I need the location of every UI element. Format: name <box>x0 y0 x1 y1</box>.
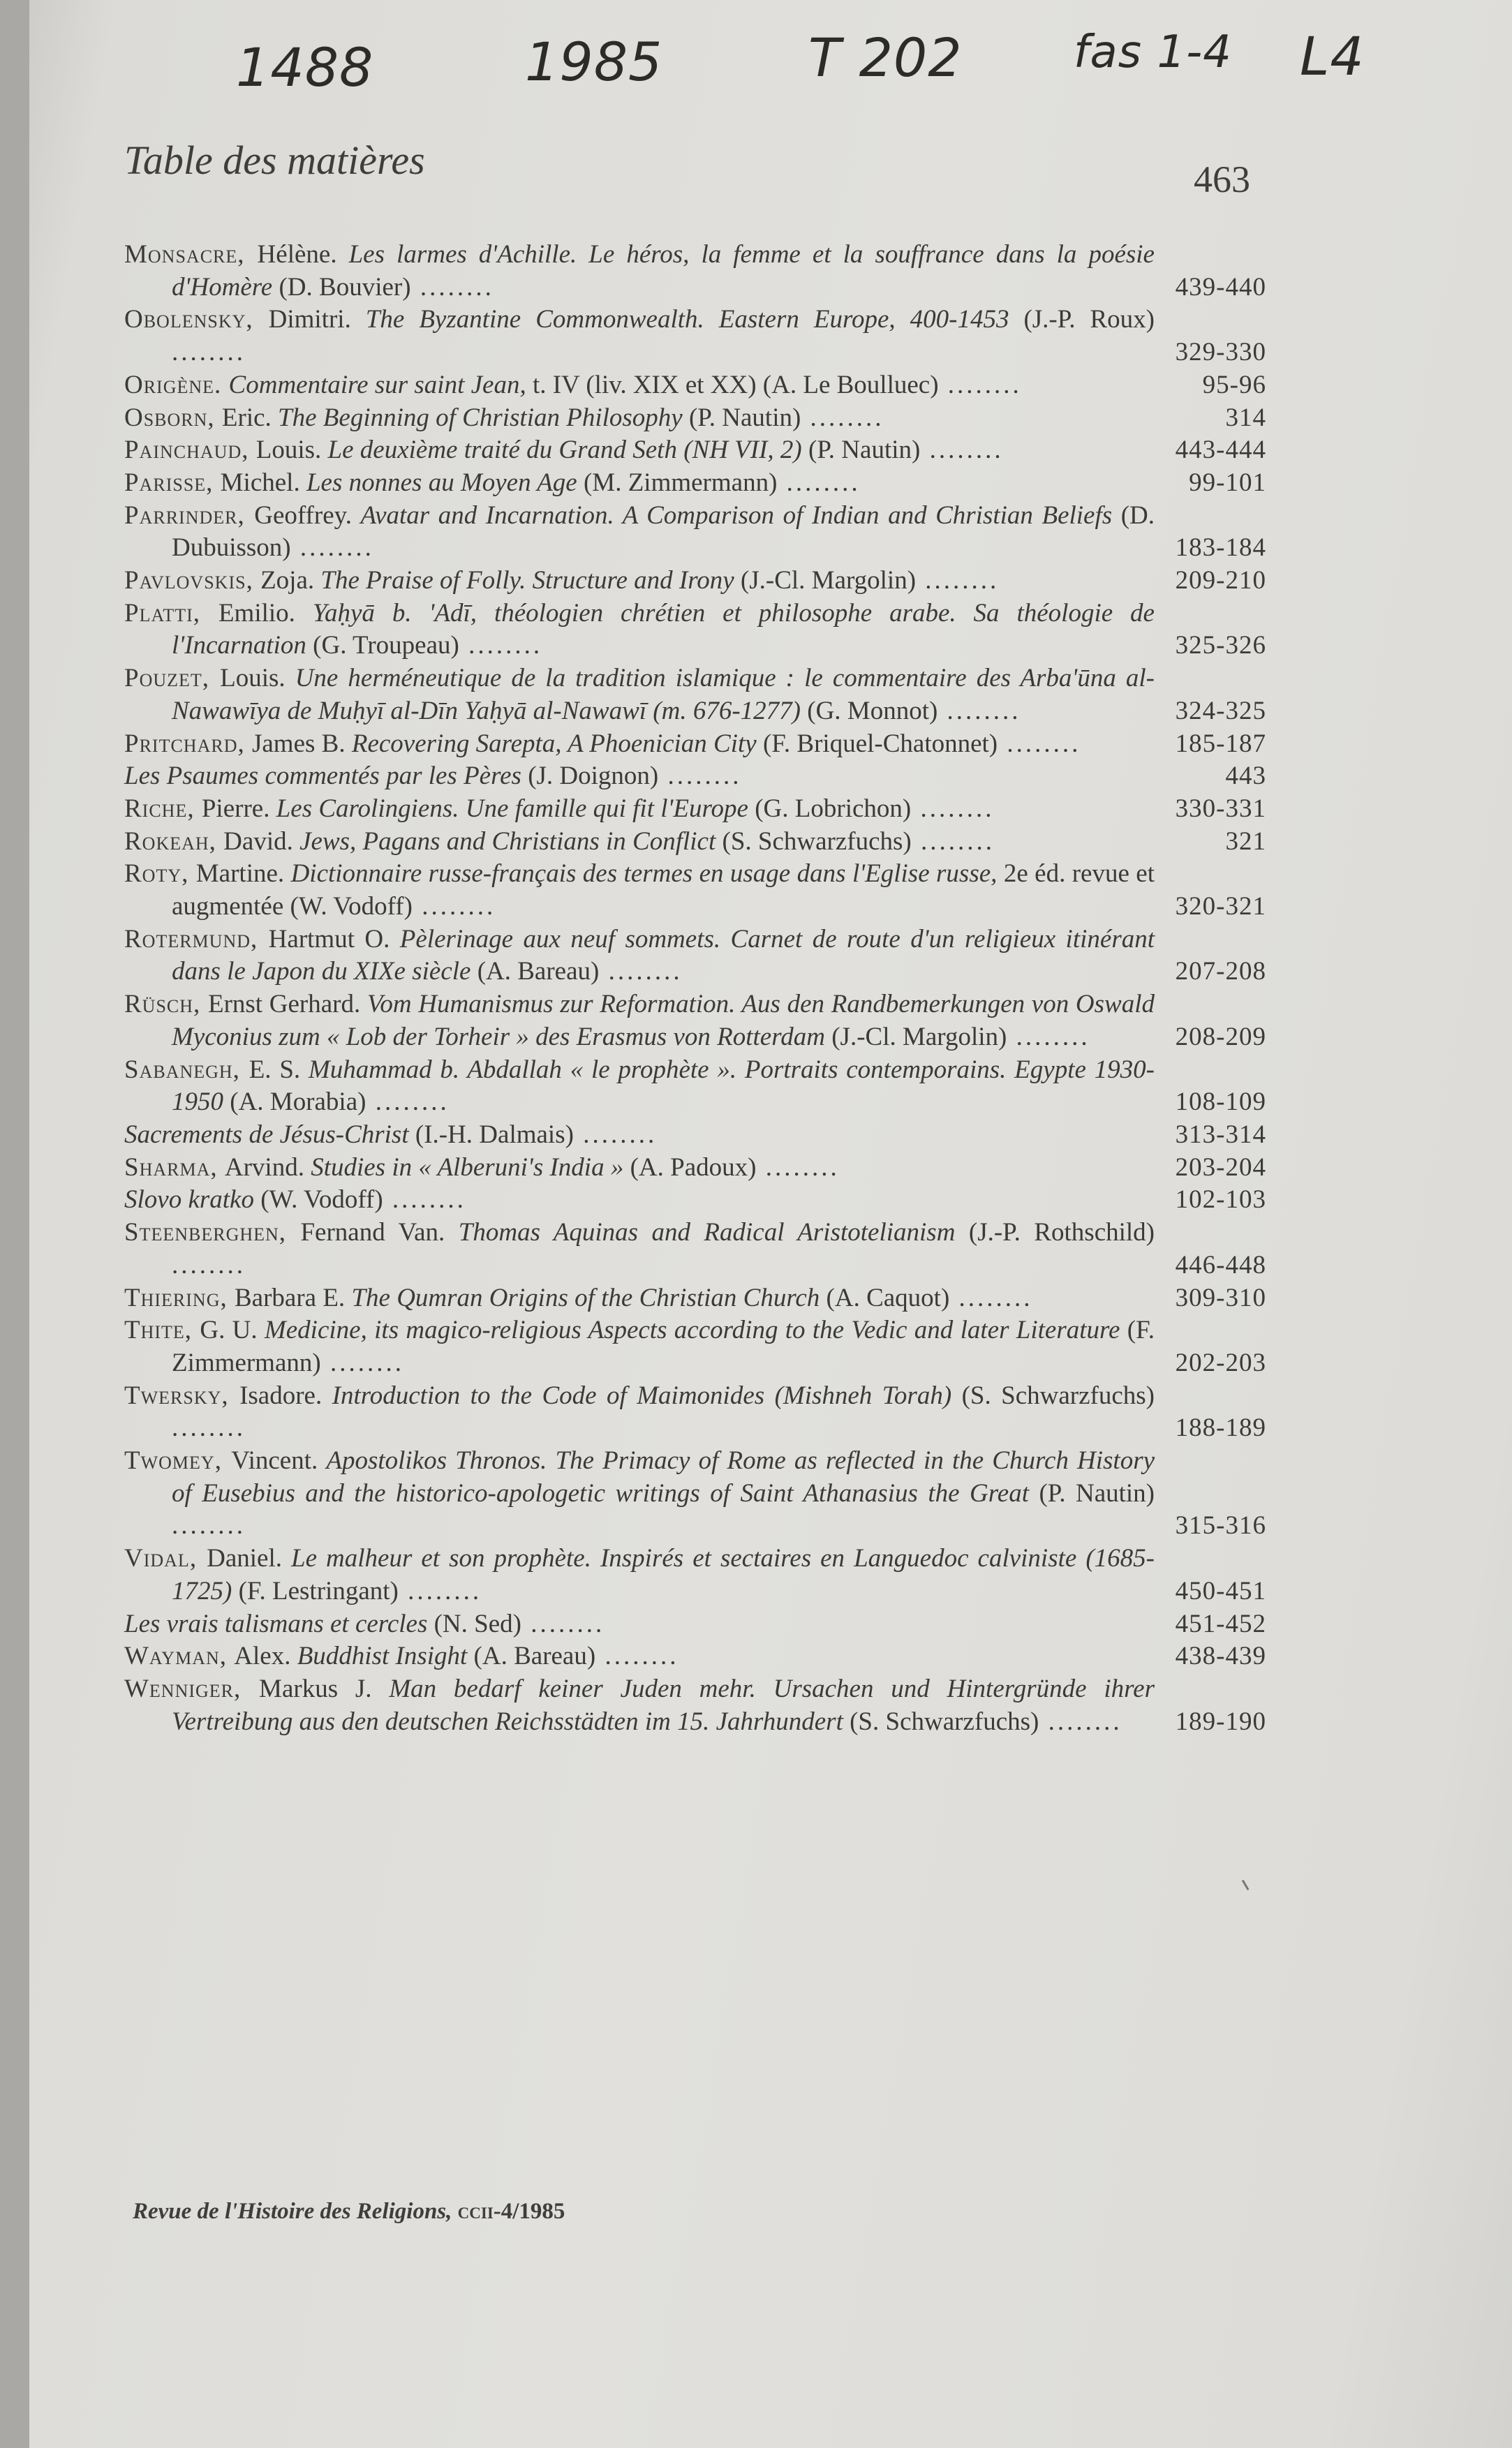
index-entry <box>124 1608 1266 1641</box>
entry-author-forename: Geoffrey. <box>254 500 361 530</box>
entry-author-forename: G. U. <box>200 1316 265 1345</box>
index-entry <box>124 1380 1266 1445</box>
index-entry <box>124 500 1266 565</box>
entry-pages: 314 <box>1225 403 1266 432</box>
entry-title: Les Psaumes commentés par les Pères <box>124 762 521 791</box>
entry-pages: 203-204 <box>1175 1152 1266 1182</box>
leader-dots: ........ <box>920 436 1004 465</box>
leader-dots: ........ <box>1039 1707 1122 1736</box>
entry-author: Osborn, <box>124 403 222 432</box>
index-entry <box>124 858 1266 923</box>
entry-reviewer: (D. Bouvier) <box>272 272 411 302</box>
entry-title: Les nonnes au Moyen Age <box>306 468 577 497</box>
entry-author: Platti, <box>124 598 218 628</box>
handwritten-note: 1488 <box>236 36 374 98</box>
journal-volume: ccii-4/1985 <box>457 2199 565 2224</box>
entry-reviewer: (J.-Cl. Margolin) <box>734 566 917 595</box>
entry-text <box>124 760 1155 793</box>
entry-text <box>124 1054 1155 1119</box>
leader-dots: ........ <box>410 272 494 302</box>
entry-author-forename: Michel. <box>220 468 306 497</box>
entry-title: Slovo kratko <box>124 1185 254 1215</box>
entry-pages: 102-103 <box>1175 1185 1266 1215</box>
entry-author-forename: Ernst Gerhard. <box>207 990 367 1019</box>
entry-reviewer: (G. Troupeau) <box>306 631 459 660</box>
leader-dots: ........ <box>521 1609 605 1638</box>
leader-dots: ........ <box>756 1152 840 1182</box>
index-entry <box>124 662 1266 727</box>
leader-dots: ........ <box>172 1511 246 1541</box>
entry-text <box>124 826 1155 859</box>
handwritten-note: L4 <box>1300 25 1365 87</box>
index-entry <box>124 434 1266 467</box>
entry-title: Studies in « Alberuni's India » <box>311 1152 624 1182</box>
entry-author: Monsacre, <box>124 240 258 269</box>
entry-text <box>124 598 1155 662</box>
index-entry <box>124 1054 1266 1119</box>
entry-author: Origène. <box>124 370 229 399</box>
entry-reviewer: (A. Caquot) <box>820 1283 950 1312</box>
entry-pages: 202-203 <box>1175 1348 1266 1377</box>
entry-author: Rüsch, <box>124 990 208 1019</box>
leader-dots: ........ <box>777 468 861 497</box>
entry-author-forename: Louis. <box>220 664 295 693</box>
index-entry <box>124 1119 1266 1152</box>
index-entry <box>124 1282 1266 1315</box>
entry-text <box>124 369 1155 402</box>
entry-title: Sacrements de Jésus-Christ <box>124 1120 409 1149</box>
entry-text <box>124 1184 1155 1217</box>
entry-author-forename: Barbara E. <box>234 1283 352 1312</box>
entry-text <box>124 988 1155 1053</box>
entry-reviewer: (J. Doignon) <box>521 762 659 791</box>
index-entry <box>124 304 1266 369</box>
entry-reviewer: (S. Schwarzfuchs) <box>843 1707 1039 1736</box>
entry-author: Steenberghen, <box>124 1218 301 1247</box>
entry-author-forename: Markus J. <box>259 1674 390 1703</box>
entry-author: Thite, <box>124 1316 200 1345</box>
index-entry <box>124 728 1266 761</box>
entry-author: Twomey, <box>124 1446 232 1476</box>
entry-text <box>124 239 1155 304</box>
leader-dots: ........ <box>320 1348 404 1377</box>
entry-title: Vom Humanismus zur Reformation. Aus den Randbemerkungen von Oswald Myconius zum « Lob der Torheir » des Erasmus von Rotterdam <box>172 990 1155 1051</box>
entry-author: Rotermund, <box>124 924 269 954</box>
index-entry <box>124 1217 1266 1282</box>
entry-text <box>124 1673 1155 1738</box>
entry-author: Pritchard, <box>124 729 252 758</box>
leader-dots: ........ <box>658 762 742 791</box>
handwritten-note: T 202 <box>808 27 963 89</box>
entry-author-forename: Alex. <box>234 1642 297 1671</box>
entry-reviewer: (D. Dubuisson) <box>172 500 1155 563</box>
entry-pages: 189-190 <box>1175 1707 1266 1736</box>
index-entry <box>124 1445 1266 1543</box>
leader-dots: ........ <box>383 1185 466 1215</box>
pencil-mark <box>1242 1876 1255 1890</box>
leader-dots: ........ <box>938 370 1022 399</box>
handwritten-note: 1985 <box>525 31 663 93</box>
entry-author-forename: James B. <box>251 729 352 758</box>
entry-pages: 315-316 <box>1175 1511 1266 1541</box>
leader-dots: ........ <box>412 892 496 921</box>
entry-text <box>124 1640 1155 1673</box>
index-entry <box>124 565 1266 598</box>
entry-pages: 330-331 <box>1175 794 1266 823</box>
entry-author-forename: Martine. <box>195 859 291 889</box>
entry-author-forename: E. S. <box>249 1055 309 1084</box>
entry-pages: 209-210 <box>1175 566 1266 595</box>
entry-text <box>124 467 1155 500</box>
entry-author: Roty, <box>124 859 196 889</box>
entry-text <box>124 1445 1155 1543</box>
entry-text <box>124 1380 1155 1445</box>
entry-author: Obolensky, <box>124 305 269 334</box>
entry-text <box>124 1119 1155 1152</box>
entry-author-forename: Vincent. <box>231 1446 327 1476</box>
entry-title: Apostolikos Thronos. The Primacy of Rome as reflected in the Church History of Eusebius and the historico-apologetic writings of Saint Athanasius the Great <box>172 1446 1155 1508</box>
entry-title: Pèlerinage aux neuf sommets. Carnet de route d'un religieux itinérant dans le Japon du XIXe siècle <box>172 924 1155 986</box>
leader-dots: ........ <box>1007 1022 1090 1051</box>
entry-title: The Beginning of Christian Philosophy <box>278 403 683 432</box>
entry-title: Jews, Pagans and Christians in Conflict <box>299 826 716 856</box>
index-entry <box>124 239 1266 304</box>
index-entry <box>124 598 1266 662</box>
entry-reviewer: (J.-P. Rothschild) <box>955 1218 1155 1247</box>
index-entry <box>124 1673 1266 1738</box>
leader-dots: ........ <box>366 1088 450 1117</box>
entry-reviewer: (A. Bareau) <box>470 957 600 986</box>
entry-author: Painchaud, <box>124 436 256 465</box>
entry-reviewer: t. IV (liv. XIX et XX) (A. Le Boulluec) <box>532 370 939 399</box>
entry-author: Vidal, <box>124 1544 207 1573</box>
entry-pages: 188-189 <box>1175 1414 1266 1443</box>
entry-author-forename: Louis. <box>255 436 328 465</box>
entry-reviewer: (A. Padoux) <box>623 1152 757 1182</box>
entry-author-forename: Emilio. <box>218 598 313 628</box>
entry-title: Recovering Sarepta, A Phoenician City <box>351 729 757 758</box>
page-number: 463 <box>1194 158 1250 200</box>
entry-author-forename: Hartmut O. <box>268 924 400 954</box>
leader-dots: ........ <box>172 338 246 367</box>
entry-pages: 95-96 <box>1202 370 1266 399</box>
leader-dots: ........ <box>937 696 1021 725</box>
index-entry <box>124 402 1266 435</box>
entry-reviewer: (J.-Cl. Margolin) <box>824 1022 1007 1051</box>
entry-title: Les vrais talismans et cercles <box>124 1609 428 1638</box>
entry-title: Buddhist Insight <box>297 1642 468 1671</box>
entry-author-forename: Isadore. <box>239 1381 332 1410</box>
entry-text <box>124 565 1155 598</box>
entry-pages: 108-109 <box>1175 1088 1266 1117</box>
entry-title: Thomas Aquinas and Radical Aristotelianism <box>458 1218 956 1247</box>
entry-title: Muhammad b. Abdallah « le prophète ». Portraits contemporains. Egypte 1930-1950 <box>172 1055 1155 1117</box>
index-entry <box>124 369 1266 402</box>
entry-text <box>124 1543 1155 1608</box>
entry-author: Pouzet, <box>124 664 221 693</box>
entry-pages: 207-208 <box>1175 957 1266 986</box>
entry-author-forename: Eric. <box>221 403 279 432</box>
entry-pages: 324-325 <box>1175 696 1266 725</box>
index-entry <box>124 1152 1266 1185</box>
entry-pages: 443-444 <box>1175 436 1266 465</box>
entry-reviewer: (J.-P. Roux) <box>1009 305 1155 334</box>
handwritten-note: fas 1-4 <box>1074 27 1232 78</box>
entry-pages: 329-330 <box>1175 338 1266 367</box>
leader-dots: ........ <box>595 1642 679 1671</box>
entry-author: Riche, <box>124 794 202 823</box>
entry-author: Sabanegh, <box>124 1055 249 1084</box>
entry-author-forename: David. <box>223 826 300 856</box>
leader-dots: ........ <box>911 826 995 856</box>
entry-title: Le malheur et son prophète. Inspirés et sectaires en Languedoc calviniste (1685-1725) <box>172 1544 1155 1605</box>
entry-author-forename: Daniel. <box>207 1544 291 1573</box>
entry-reviewer: (P. Nautin) <box>801 436 921 465</box>
entry-reviewer: (F. Zimmermann) <box>172 1316 1155 1377</box>
index-entry <box>124 923 1266 988</box>
index-entry <box>124 826 1266 859</box>
leader-dots: ........ <box>916 566 1000 595</box>
entry-pages: 313-314 <box>1175 1120 1266 1149</box>
entry-pages: 443 <box>1225 762 1266 791</box>
entry-title: Yaḥyā b. 'Adī, théologien chrétien et philosophe arabe. Sa théologie de l'Incarnation <box>172 598 1155 660</box>
entry-text <box>124 793 1155 826</box>
entry-text <box>124 1608 1155 1641</box>
entry-pages: 208-209 <box>1175 1022 1266 1051</box>
entry-reviewer: (S. Schwarzfuchs) <box>716 826 912 856</box>
leader-dots: ........ <box>290 533 374 563</box>
entry-author-forename: Hélène. <box>257 240 349 269</box>
entry-pages: 320-321 <box>1175 892 1266 921</box>
entry-text <box>124 728 1155 761</box>
entry-pages: 439-440 <box>1175 272 1266 302</box>
entry-reviewer: (M. Zimmermann) <box>577 468 778 497</box>
leader-dots: ........ <box>949 1283 1033 1312</box>
entry-reviewer: (S. Schwarzfuchs) <box>951 1381 1155 1410</box>
entry-title: Avatar and Incarnation. A Comparison of Indian and Christian Beliefs <box>360 500 1113 530</box>
entry-reviewer: (P. Nautin) <box>1028 1478 1155 1508</box>
entry-text <box>124 304 1155 369</box>
leader-dots: ........ <box>911 794 995 823</box>
entry-title: Les larmes d'Achille. Le héros, la femme et la souffrance dans la poésie d'Homère <box>172 240 1155 302</box>
entry-text <box>124 1152 1155 1185</box>
entry-title: Dictionnaire russe-français des termes en usage dans l'Eglise russe, <box>290 859 1004 889</box>
entry-title: The Byzantine Commonwealth. Eastern Europe, 400-1453 <box>365 305 1009 334</box>
entry-author-forename: Pierre. <box>201 794 276 823</box>
leader-dots: ........ <box>573 1120 658 1149</box>
entry-pages: 451-452 <box>1175 1609 1266 1638</box>
entry-title: Commentaire sur saint Jean, <box>228 370 533 399</box>
index-entry <box>124 1184 1266 1217</box>
entry-author-forename: Fernand Van. <box>300 1218 459 1247</box>
leader-dots: ........ <box>398 1576 482 1605</box>
entry-text <box>124 1282 1155 1315</box>
entry-text <box>124 858 1155 923</box>
entry-author: Sharma, <box>124 1152 225 1182</box>
entry-reviewer: (F. Lestringant) <box>232 1576 399 1605</box>
entry-author: Wenniger, <box>124 1674 260 1703</box>
entry-text <box>124 500 1155 565</box>
entry-pages: 446-448 <box>1175 1250 1266 1279</box>
leader-dots: ........ <box>801 403 884 432</box>
entry-reviewer: (G. Lobrichon) <box>748 794 912 823</box>
entry-author-forename: Dimitri. <box>268 305 366 334</box>
index-entry <box>124 760 1266 793</box>
journal-footer <box>133 2199 565 2225</box>
entry-title: Le deuxième traité du Grand Seth (NH VII, 2) <box>327 436 802 465</box>
entry-reviewer: (W. Vodoff) <box>253 1185 383 1215</box>
entry-reviewer: 2e éd. revue et augmentée (W. Vodoff) <box>172 859 1155 921</box>
entry-author: Twersky, <box>124 1381 240 1410</box>
entry-title: The Qumran Origins of the Christian Church <box>351 1283 820 1312</box>
entry-pages: 321 <box>1225 826 1266 856</box>
entry-pages: 325-326 <box>1175 631 1266 660</box>
entry-title: Medicine, its magico-religious Aspects according to the Vedic and later Literature <box>264 1316 1120 1345</box>
leader-dots: ........ <box>172 1414 246 1443</box>
index-entry <box>124 793 1266 826</box>
entry-author: Parisse, <box>124 468 221 497</box>
index-list <box>124 239 1266 1738</box>
page-title: Table des matières <box>124 138 425 183</box>
entry-pages: 438-439 <box>1175 1642 1266 1671</box>
entry-pages: 450-451 <box>1175 1576 1266 1605</box>
entry-reviewer: (I.-H. Dalmais) <box>408 1120 574 1149</box>
entry-author-forename: Arvind. <box>224 1152 311 1182</box>
entry-pages: 309-310 <box>1175 1283 1266 1312</box>
entry-text <box>124 923 1155 988</box>
entry-reviewer: (F. Briquel-Chatonnet) <box>756 729 998 758</box>
entry-pages: 183-184 <box>1175 533 1266 563</box>
entry-title: Les Carolingiens. Une famille qui fit l'Europe <box>276 794 748 823</box>
leader-dots: ........ <box>998 729 1081 758</box>
entry-author: Pavlovskis, <box>124 566 261 595</box>
index-entry <box>124 1543 1266 1608</box>
entry-title: Une herméneutique de la tradition islamique : le commentaire des Arba'ūna al-Nawawīya de Muḥyī al-Dīn Yaḥyā al-Nawawī (m. 676-1277) <box>172 664 1155 725</box>
entry-author: Rokeah, <box>124 826 224 856</box>
index-entry <box>124 1314 1266 1379</box>
entry-text <box>124 662 1155 727</box>
entry-text <box>124 1314 1155 1379</box>
leader-dots: ........ <box>459 631 543 660</box>
entry-reviewer: (P. Nautin) <box>682 403 801 432</box>
index-entry <box>124 467 1266 500</box>
journal-title: Revue de l'Histoire des Religions, <box>133 2199 458 2224</box>
entry-author: Parrinder, <box>124 500 255 530</box>
entry-title: Introduction to the Code of Maimonides (Mishneh Torah) <box>332 1381 952 1410</box>
entry-reviewer: (G. Monnot) <box>801 696 938 725</box>
entry-text <box>124 402 1155 435</box>
entry-pages: 99-101 <box>1189 468 1266 497</box>
entry-text <box>124 1217 1155 1282</box>
leader-dots: ........ <box>599 957 683 986</box>
entry-title: The Praise of Folly. Structure and Irony <box>320 566 734 595</box>
page-spine-shadow <box>0 0 29 2448</box>
entry-reviewer: (N. Sed) <box>427 1609 521 1638</box>
entry-reviewer: (A. Morabia) <box>223 1088 366 1117</box>
index-entry <box>124 1640 1266 1673</box>
entry-reviewer: (A. Bareau) <box>467 1642 596 1671</box>
index-entry <box>124 988 1266 1053</box>
entry-author: Thiering, <box>124 1283 235 1312</box>
entry-author-forename: Zoja. <box>260 566 321 595</box>
leader-dots: ........ <box>172 1250 246 1279</box>
entry-pages: 185-187 <box>1175 729 1266 758</box>
entry-author: Wayman, <box>124 1642 235 1671</box>
entry-text <box>124 434 1155 467</box>
entry-title: Man bedarf keiner Juden mehr. Ursachen und Hintergründe ihrer Vertreibung aus den deutschen Reichsstädten im 15. Jahrhundert <box>172 1674 1155 1736</box>
